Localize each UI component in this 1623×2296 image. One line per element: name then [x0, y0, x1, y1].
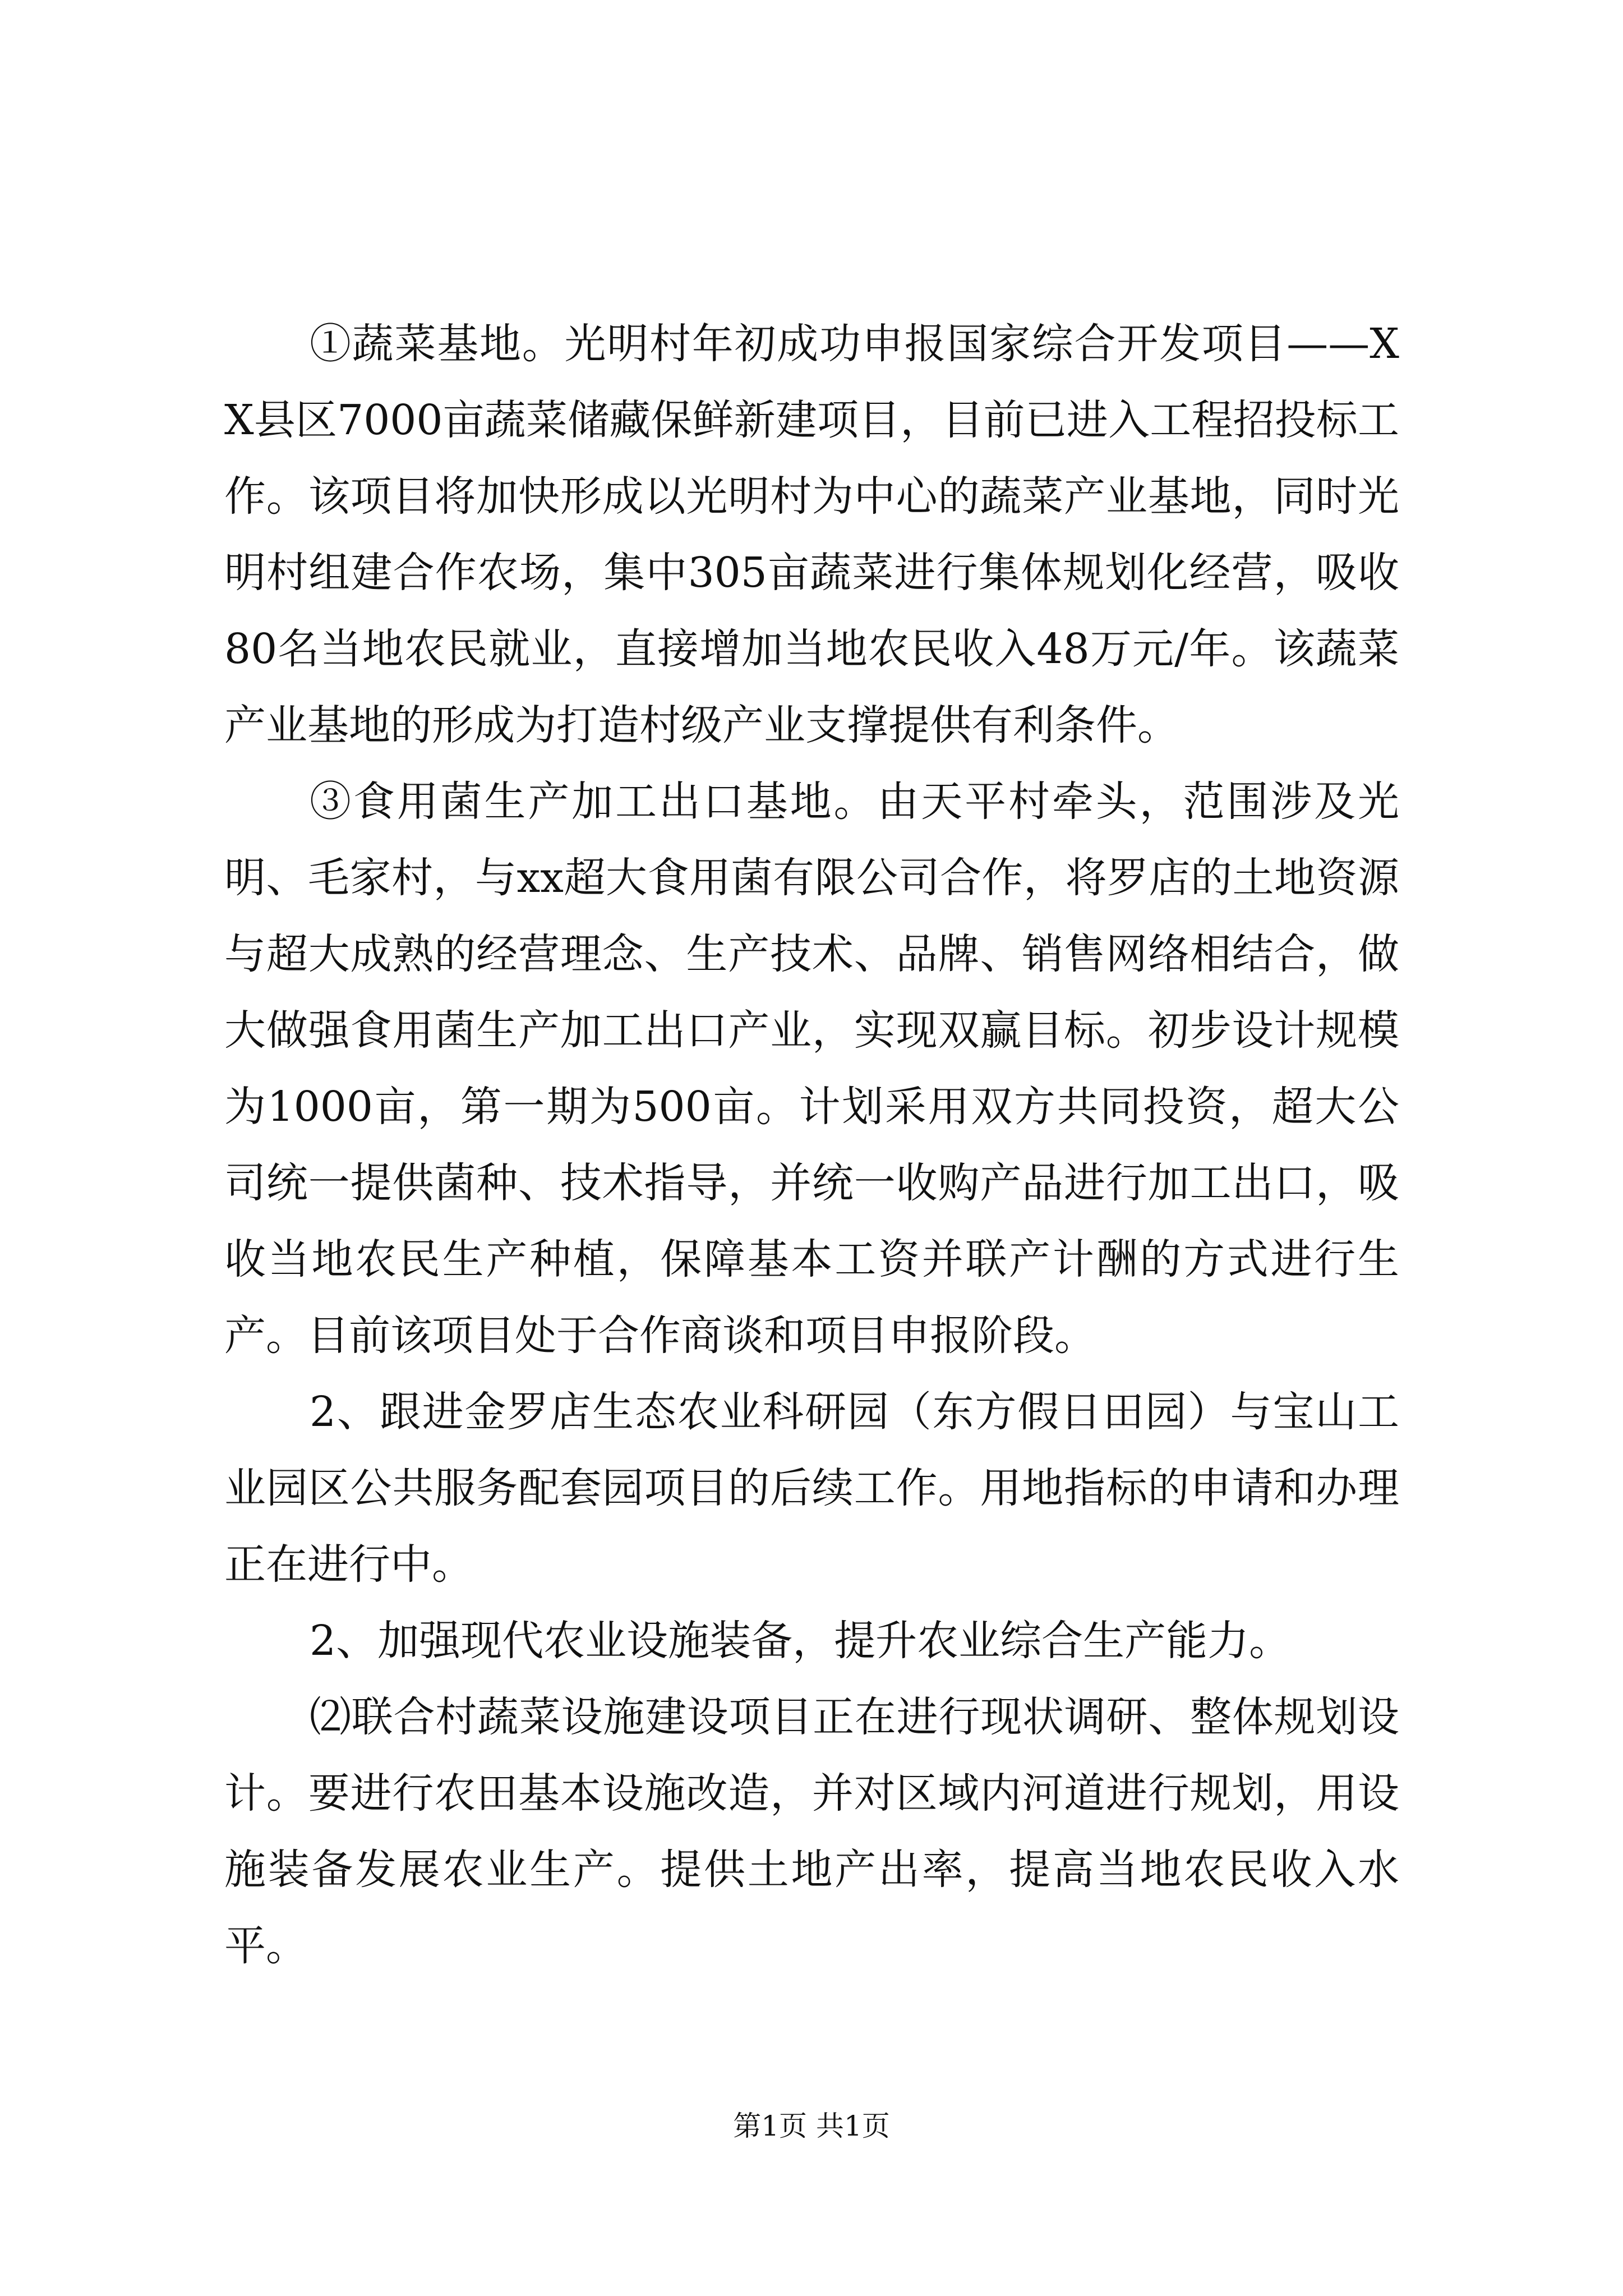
document-body — [224, 306, 1399, 1984]
page-footer: 第1页 共1页 — [733, 2110, 890, 2142]
paragraph-follow-up-work: 2、跟进金罗店生态农业科研园（东方假日田园）与宝山工业园区公共服务配套园项目的后续工作。用地指标的申请和办理正在进行中。 — [224, 1388, 1399, 1589]
paragraph-vegetable-base: ①蔬菜基地。光明村年初成功申报国家综合开发项目——XX县区7000亩蔬菜储藏保鲜新建项目，目前已进入工程招投标工作。该项目将加快形成以光明村为中心的蔬菜产业基地，同时光明村组建合作农场，集中305亩蔬菜进行集体规划化经营，吸收80名当地农民就业，直接增加当地农民收入48万元/年。该蔬菜产业基地的形成为打造村级产业支撑提供有利条件。 — [224, 320, 1399, 749]
paragraph-mushroom-base: ③食用菌生产加工出口基地。由天平村牵头，范围涉及光明、毛家村，与xx超大食用菌有限公司合作，将罗店的土地资源与超大成熟的经营理念、生产技术、品牌、销售网络相结合，做大做强食用菌生产加工出口产业，实现双赢目标。初步设计规模为1000亩，第一期为500亩。计划采用双方共同投资，超大公司统一提供菌种、技术指导，并统一收购产品进行加工出口，吸收当地农民生产种植，保障基本工资并联产计酬的方式进行生产。目前该项目处于合作商谈和项目申报阶段。 — [224, 777, 1399, 1360]
paragraph-modern-agriculture: 2、加强现代农业设施装备，提升农业综合生产能力。 — [310, 1617, 1291, 1665]
paragraph-lianhe-village-project: ⑵联合村蔬菜设施建设项目正在进行现状调研、整体规划设计。要进行农田基本设施改造，并对区域内河道进行规划，用设施装备发展农业生产。提供土地产出率，提高当地农民收入水平。 — [224, 1693, 1399, 1970]
